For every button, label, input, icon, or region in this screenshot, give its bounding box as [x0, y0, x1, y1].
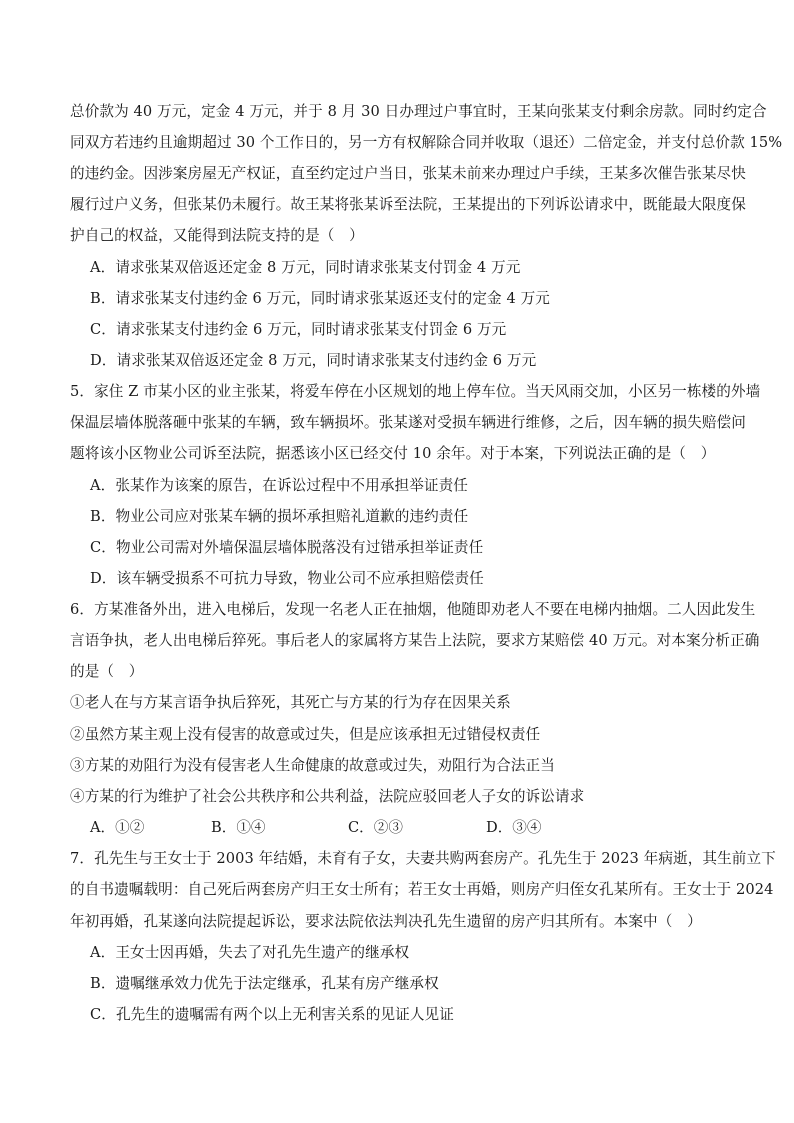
q7-stem-line: 7．孔先生与王女士于 2003 年结婚，未育有子女，夫妻共购两套房产。孔先生于 2023 年病逝，其生前立下	[70, 850, 776, 867]
q5-stem-line: 5．家住 Z 市某小区的业主张某，将爱车停在小区规划的地上停车位。当天风雨交加，小区另一栋楼的外墙	[70, 383, 761, 400]
q5-stem-line: 题将该小区物业公司诉至法院，据悉该小区已经交付 10 余年。对于本案，下列说法正确的是（ ）	[70, 445, 716, 462]
q6-choice-a: A．①②	[90, 819, 145, 836]
q7-option-b: B．遗嘱继承效力优先于法定继承，孔某有房产继承权	[90, 975, 439, 992]
q5-option-a: A．张某作为该案的原告，在诉讼过程中不用承担举证责任	[90, 477, 468, 494]
q6-choice-d: D．③④	[486, 819, 542, 836]
q4-option-c: C．请求张某支付违约金 6 万元，同时请求张某支付罚金 6 万元	[90, 321, 507, 338]
q4-stem-line: 总价款为 40 万元，定金 4 万元，并于 8 月 30 日办理过户事宜时，王某向张某支付剩余房款。同时约定合	[70, 103, 767, 120]
q6-choice-b: B．①④	[211, 819, 266, 836]
q4-stem-line: 护自己的权益，又能得到法院支持的是（ ）	[70, 227, 364, 244]
q7-stem-line: 年初再婚，孔某遂向法院提起诉讼，要求法院依法判决孔先生遗留的房产归其所有。本案中（ ）	[70, 913, 702, 930]
q7-stem-line: 的自书遗嘱载明：自己死后两套房产归王女士所有；若王女士再婚，则房产归侄女孔某所有。王女士于 2024	[70, 881, 774, 898]
q6-statement-3: ③方某的劝阻行为没有侵害老人生命健康的故意或过失，劝阻行为合法正当	[70, 757, 555, 774]
q7-option-a: A．王女士因再婚，失去了对孔先生遗产的继承权	[90, 944, 410, 961]
q5-option-d: D．该车辆受损系不可抗力导致，物业公司不应承担赔偿责任	[90, 570, 484, 587]
q6-choices	[90, 818, 610, 840]
q5-option-c: C．物业公司需对外墙保温层墙体脱落没有过错承担举证责任	[90, 539, 484, 556]
q5-stem-line: 保温层墙体脱落砸中张某的车辆，致车辆损坏。张某遂对受损车辆进行维修，之后，因车辆的损失赔偿问	[70, 414, 746, 431]
q6-choice-c: C．②③	[348, 819, 403, 836]
q4-option-a: A．请求张某双倍返还定金 8 万元，同时请求张某支付罚金 4 万元	[90, 259, 521, 276]
q6-statement-2: ②虽然方某主观上没有侵害的故意或过失，但是应该承担无过错侵权责任	[70, 726, 541, 743]
q4-option-b: B．请求张某支付违约金 6 万元，同时请求张某返还支付的定金 4 万元	[90, 290, 550, 307]
q6-statement-4: ④方某的行为维护了社会公共秩序和公共利益，法院应驳回老人子女的诉讼请求	[70, 788, 585, 805]
q7-option-c: C．孔先生的遗嘱需有两个以上无利害关系的见证人见证	[90, 1006, 454, 1023]
q4-stem-line: 履行过户义务，但张某仍未履行。故王某将张某诉至法院，王某提出的下列诉讼请求中，既能最大限度保	[70, 196, 746, 213]
q6-stem-line: 的是（ ）	[70, 663, 144, 680]
q6-stem-line: 言语争执，老人出电梯后猝死。事后老人的家属将方某告上法院，要求方某赔偿 40 万元。对本案分析正确	[70, 632, 760, 649]
q6-statement-1: ①老人在与方某言语争执后猝死，其死亡与方某的行为存在因果关系	[70, 694, 511, 711]
q5-option-b: B．物业公司应对张某车辆的损坏承担赔礼道歉的违约责任	[90, 508, 469, 525]
q4-stem-line: 同双方若违约且逾期超过 30 个工作日的，另一方有权解除合同并收取（退还）二倍定金，并支付总价款 15%	[70, 134, 783, 151]
q4-stem-line: 的违约金。因涉案房屋无产权证，直至约定过户当日，张某未前来办理过户手续，王某多次催告张某尽快	[70, 165, 746, 182]
q4-option-d: D．请求张某双倍返还定金 8 万元，同时请求张某支付违约金 6 万元	[90, 352, 537, 369]
q6-stem-line: 6．方某准备外出，进入电梯后，发现一名老人正在抽烟，他随即劝老人不要在电梯内抽烟。二人因此发生	[70, 601, 756, 618]
